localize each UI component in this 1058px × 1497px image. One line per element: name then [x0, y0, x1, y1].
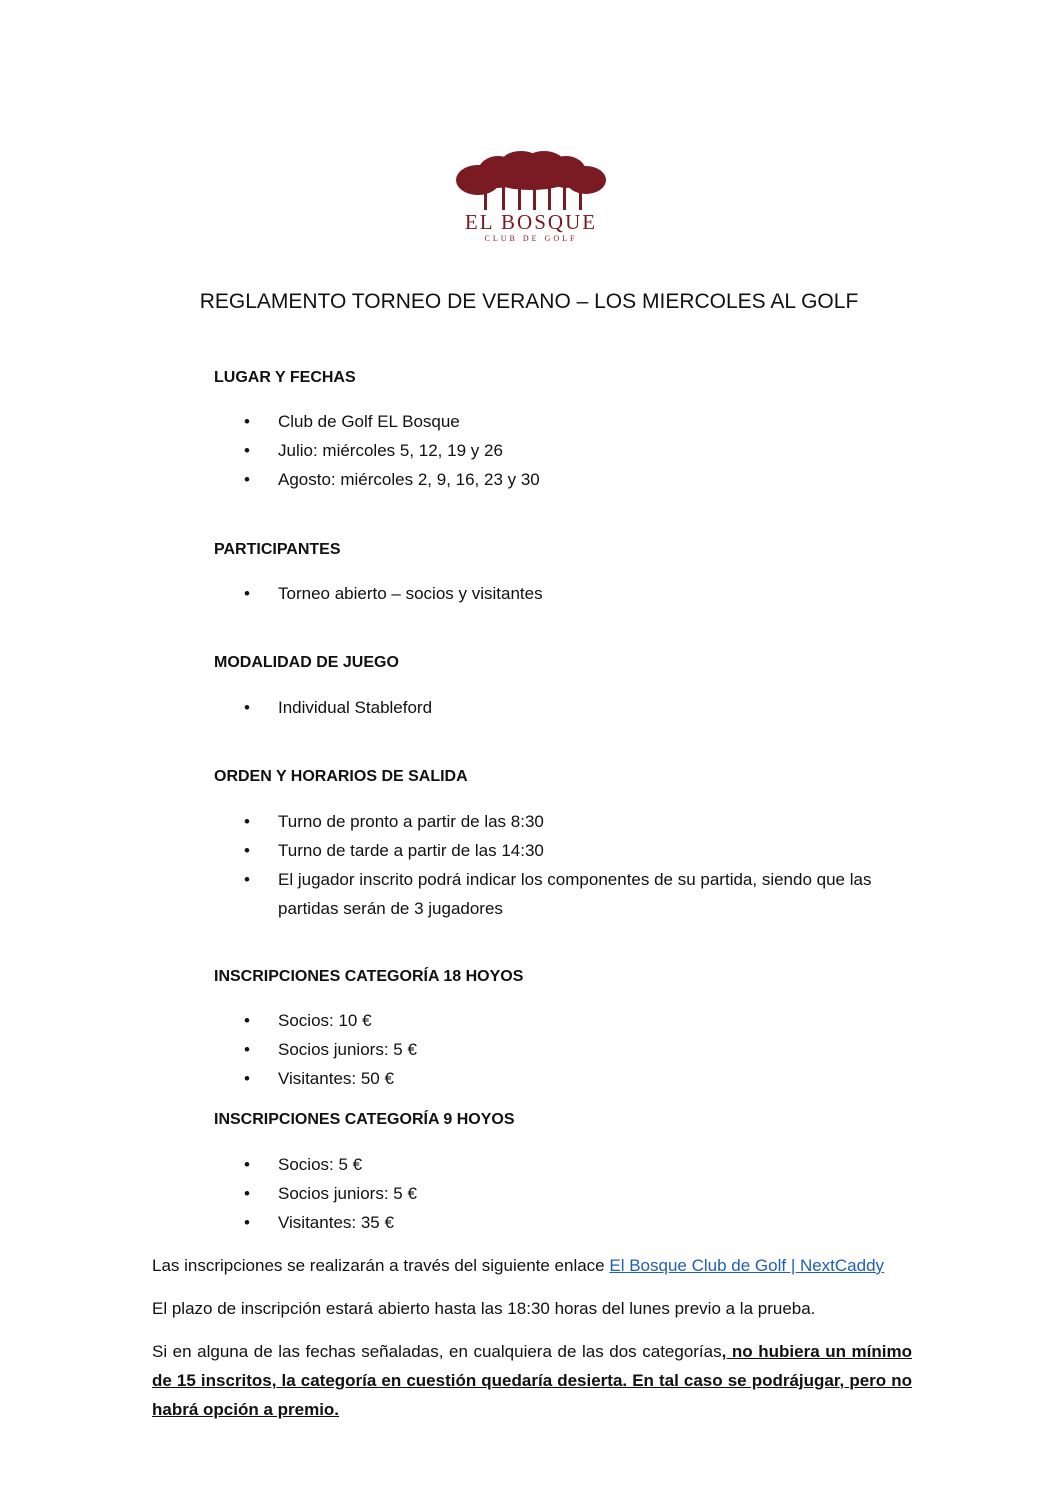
list-item: • Turno de pronto a partir de las 8:30 [244, 807, 924, 836]
club-logo [446, 150, 616, 246]
list-item: • Club de Golf EL Bosque [244, 407, 540, 436]
section-heading-orden: ORDEN Y HORARIOS DE SALIDA [214, 768, 468, 785]
section-heading-18-hoyos: INSCRIPCIONES CATEGORÍA 18 HOYOS [214, 968, 524, 985]
section-heading-lugar: LUGAR Y FECHAS [214, 369, 356, 386]
list-orden [244, 807, 924, 923]
registration-paragraph [152, 1251, 912, 1280]
nextcaddy-link[interactable]: El Bosque Club de Golf | NextCaddy [609, 1256, 885, 1275]
warning-lead: Si en alguna de las fechas señaladas, en cualquiera de las dos categorías [152, 1342, 722, 1361]
list-item: • Julio: miércoles 5, 12, 19 y 26 [244, 436, 540, 465]
section-heading-participantes: PARTICIPANTES [214, 541, 341, 558]
list-item: • Visitantes: 35 € [244, 1208, 417, 1237]
list-modalidad [244, 693, 432, 722]
warning-paragraph [152, 1337, 912, 1424]
list-9-hoyos [244, 1150, 417, 1237]
list-item: • Socios juniors: 5 € [244, 1179, 417, 1208]
list-item: • Agosto: miércoles 2, 9, 16, 23 y 30 [244, 465, 540, 494]
list-item: • Socios: 10 € [244, 1006, 417, 1035]
logo-subtitle: CLUB DE GOLF [484, 234, 578, 243]
warning-emphasis: , no hubiera un mínimo de 15 inscritos, la categoría en cuestión quedaría desierta. En tal caso se podrájugar, pero no habrá opción a premio. [152, 1342, 912, 1419]
list-item: • Socios juniors: 5 € [244, 1035, 417, 1064]
deadline-paragraph: El plazo de inscripción estará abierto hasta las 18:30 horas del lunes previo a la prueba. [152, 1299, 816, 1318]
list-item: • Turno de tarde a partir de las 14:30 [244, 836, 924, 865]
list-item: • Individual Stableford [244, 693, 432, 722]
registration-text: Las inscripciones se realizarán a través del siguiente enlace [152, 1256, 610, 1275]
list-item: • Torneo abierto – socios y visitantes [244, 579, 543, 608]
list-lugar [244, 407, 540, 494]
trees-logo-icon [446, 150, 616, 214]
list-item: • El jugador inscrito podrá indicar los componentes de su partida, siendo que las partidas serán de 3 jugadores [244, 865, 924, 923]
section-heading-modalidad: MODALIDAD DE JUEGO [214, 654, 399, 671]
list-item: • Socios: 5 € [244, 1150, 417, 1179]
list-18-hoyos [244, 1006, 417, 1093]
page-title: REGLAMENTO TORNEO DE VERANO – LOS MIERCOLES AL GOLF [199, 290, 859, 314]
section-heading-9-hoyos: INSCRIPCIONES CATEGORÍA 9 HOYOS [214, 1111, 515, 1128]
logo-name: EL BOSQUE [464, 210, 598, 234]
list-item: • Visitantes: 50 € [244, 1064, 417, 1093]
list-participantes [244, 579, 543, 608]
